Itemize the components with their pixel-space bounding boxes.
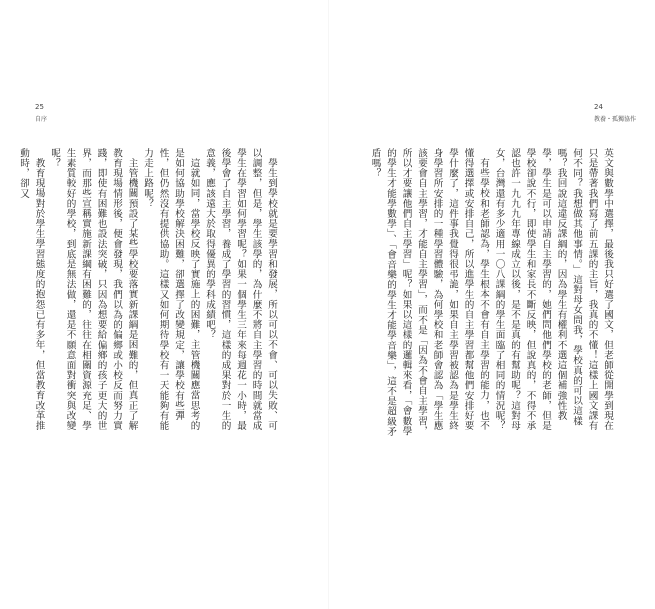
- right-page-body: [369, 148, 615, 438]
- right-paragraph-1: 英文與數學中選擇，最後我只好選了國文，但老師從開學到現在只是帶著我們寫了前五課的主旨，我真的不懂！這樣上國文課有何不同？我想做其他事情。」這對母女問我，學校真的可以這樣嗎？我回說這違反課綱的，因為學生有權利不選這個補強性教學，學生是可以申請自主學習的，她們問他們學校的老師，但是學校卻說不行，即使學生和家長不斷反映，但說真的，不得不承認也許一九九九年專線成立以後，是不是真的有幫助呢？這對母女，台灣還有多少適用一〇八課綱的學生面臨了相同的情況呢？: [493, 148, 613, 431]
- right-paragraph-2: 有些學校和老師認為，學生根本不會有自主學習的能力，也不懂得選擇或安排自己，所以進學生的自主學習都幫他們安排好要學什麼了，這件事我覺得很弔詭，如果自主學習被認為是學生終身學習所安排的一種學習體驗，為何學校和老師會認為「學生應該要會自主學習，才能自主學習」，而不是「因為不會自主學習，所以才要讓他們自主學習」呢？如果以這樣的邏輯來看，「會數學的學生才能學數學」、「會音樂的學生才能學音樂」，這不是超級矛盾嗎？: [369, 148, 489, 437]
- right-running-head: 教養・孤獨協作: [594, 116, 637, 123]
- page-gutter: [328, 0, 329, 609]
- left-page-body: [18, 148, 279, 438]
- right-page-number: 24: [594, 103, 603, 111]
- left-paragraph-1: 學生到學校就是要學習和發展，所以可以不會、可以失敗、可以調整，但是，學生該學的，為什麼不將自主學習的時間就當成學生在學習如何學習呢？如果一個學生三年來每週花一小時，最後學會了自主學習，養成了學習的習慣，這樣的成果對於一生的意義，應該遠大於取得優異的學科成績吧？: [204, 148, 277, 431]
- left-running-head: 自序: [35, 116, 48, 123]
- left-page-number: 25: [35, 103, 44, 111]
- left-paragraph-4: 教育現場對於學生學習態度的抱怨已有多年，但當教育改革推動時，卻又: [18, 148, 45, 431]
- left-paragraph-3: 主管機關預設了某些學校要落實新課綱是困難的，但真正了解教育現場情形後，便會發現，我們以為的偏鄉或小校反而努力實踐，即使有困難也設法突破，只因為想要給偏鄉的孩子更大的世界，而那些宣稱實施新課綱有困難的，往往在相關資源充足、學生素質較好的學校，到底是無法做，還是不願意面對衝突與改變呢？: [49, 148, 138, 431]
- left-paragraph-2: 這就如同，當學校反映了實施上的困難，主管機關應當思考的是如何協助學校解決困難，卻選擇了改變規定，讓學校有些彈性，但仍然沒有提供協助。這樣又如何期待學校有一天能夠有能力走上路呢？: [142, 148, 200, 431]
